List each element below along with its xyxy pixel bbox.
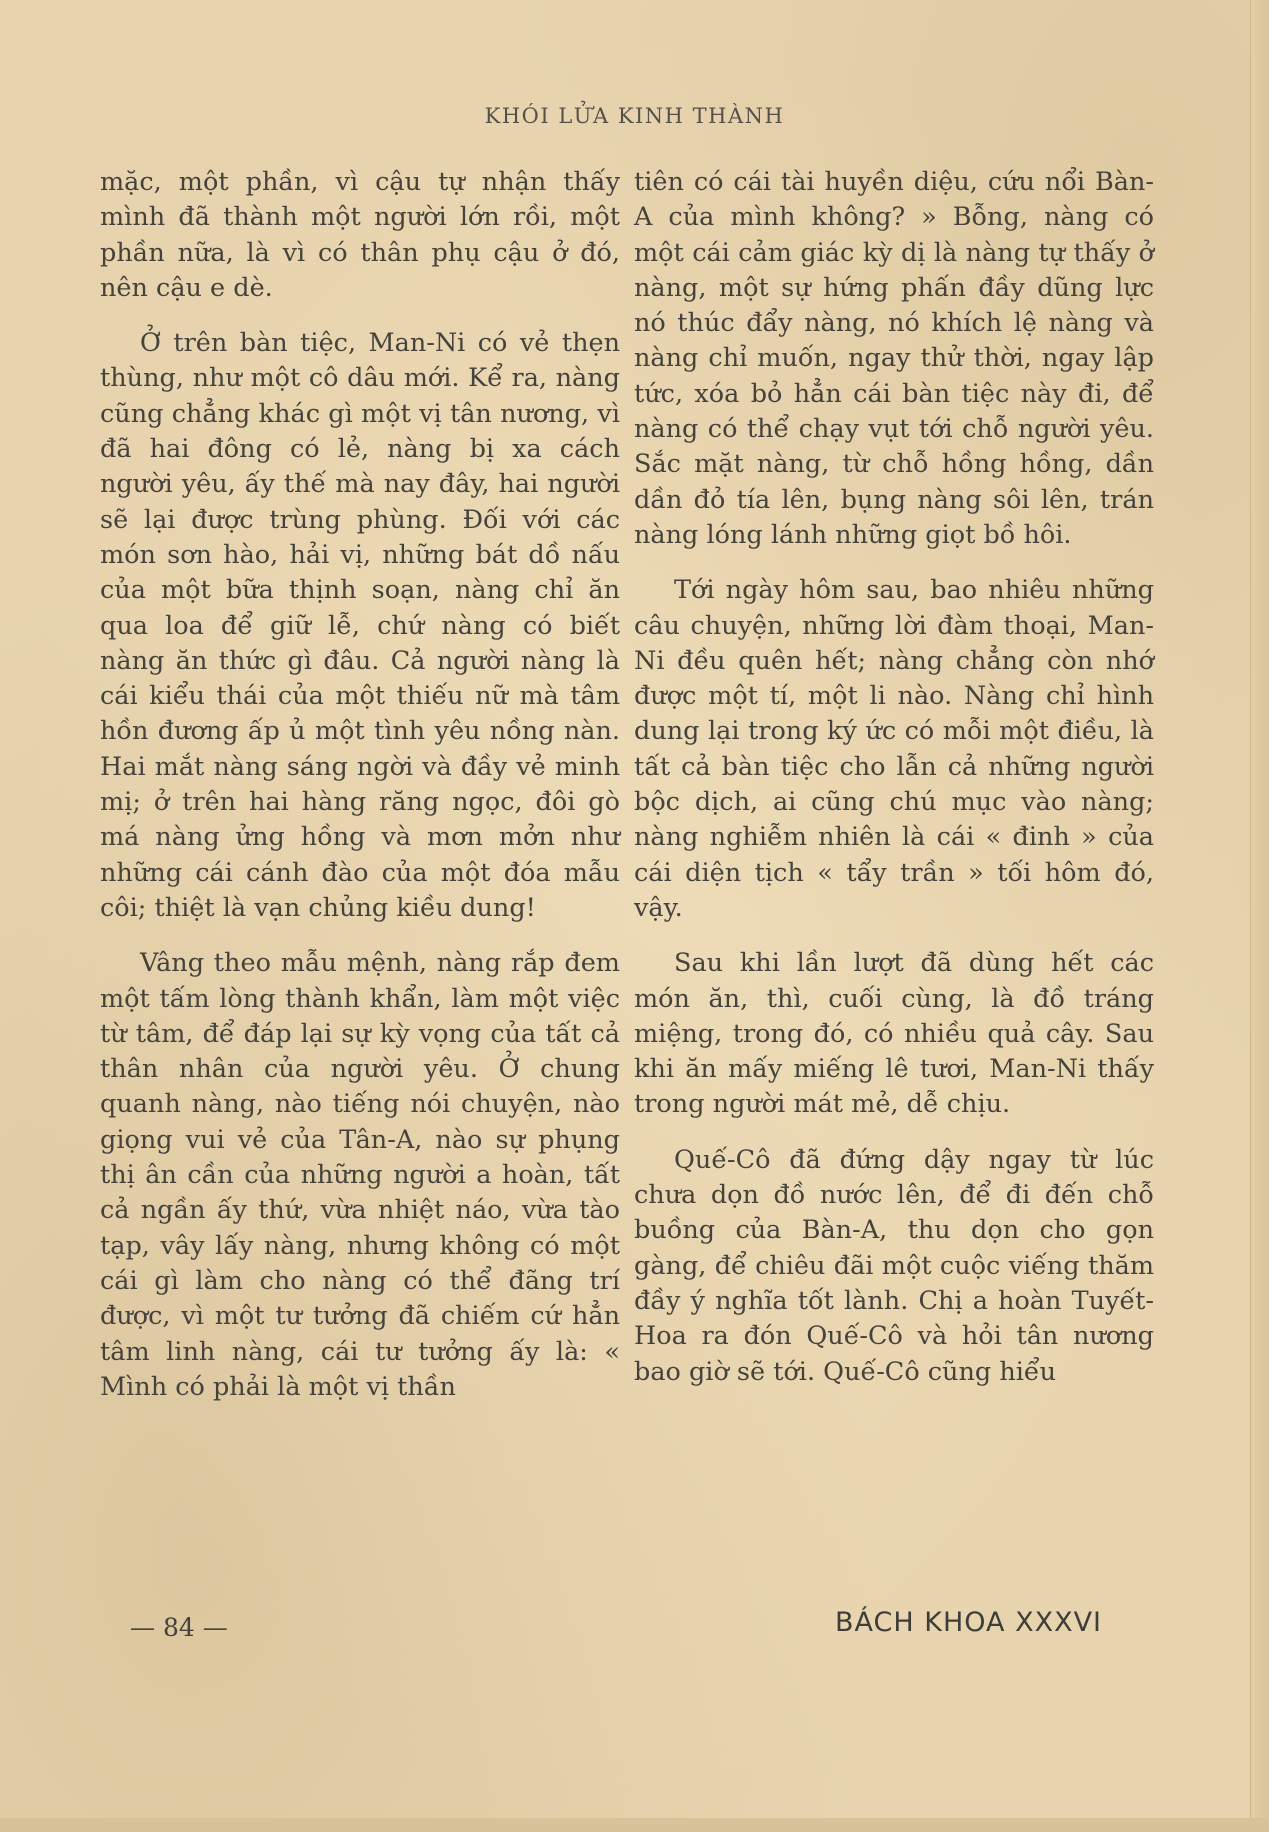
paragraph: Ở trên bàn tiệc, Man-Ni có vẻ thẹn thùng, như một cô dâu mới. Kể ra, nàng cũng chẳng khác gì một vị tân nương, vì đã hai đông có lẻ, nàng bị xa cách người yêu, ấy thế mà nay đây, hai người sẽ lại được trùng phùng. Đối với các món sơn hào, hải vị, những bát dồ nấu của một bữa thịnh soạn, nàng chỉ ăn qua loa để giữ lễ, chứ nàng có biết nàng ăn thức gì đâu. Cả người nàng là cái kiểu thái của một thiếu nữ mà tâm hồn đương ấp ủ một tình yêu nồng nàn. Hai mắt nàng sáng ngời và đầy vẻ minh mị; ở trên hai hàng răng ngọc, đôi gò má nàng ửng hồng và mơn mởn như những cái cánh đào của một đóa mẫu côi; thiệt là vạn chủng kiều dung! <box>100 328 620 923</box>
page-number: — 84 — <box>130 1613 228 1642</box>
paragraph: Tới ngày hôm sau, bao nhiêu những câu chuyện, những lời đàm thoại, Man-Ni đều quên hết; nàng chẳng còn nhớ được một tí, một li nào. Nàng chỉ hình dung lại trong ký ức có mỗi một điều, là tất cả bàn tiệc cho lẫn cả những người bộc dịch, ai cũng chú mục vào nàng; nàng nghiễm nhiên là cái « đinh » của cái diện tịch « tẩy trần » tối hôm đó, vậy. <box>634 575 1154 923</box>
paragraph: Vâng theo mẫu mệnh, nàng rắp đem một tấm lòng thành khẩn, làm một việc từ tâm, để đáp lại sự kỳ vọng của tất cả thân nhân của người yêu. Ở chung quanh nàng, nào tiếng nói chuyện, nào giọng vui vẻ của Tân-A, nào sự phụng thị ân cần của những người a hoàn, tất cả ngần ấy thứ, vừa nhiệt náo, vừa tào tạp, vây lấy nàng, nhưng không có một cái gì làm cho nàng có thể đãng trí được, vì một tư tưởng đã chiếm cứ hẳn tâm linh nàng, cái tư tưởng ấy là: « Mình có phải là một vị thần <box>100 948 620 1402</box>
page-bottom-edge <box>0 1818 1269 1832</box>
left-column <box>100 165 620 1405</box>
running-title: KHÓI LỬA KINH THÀNH <box>484 104 785 128</box>
paragraph: mặc, một phần, vì cậu tự nhận thấy mình đã thành một người lớn rồi, một phần nữa, là vì có thân phụ cậu ở đó, nên cậu e dè. <box>100 167 620 303</box>
paragraph: Quế-Cô đã đứng dậy ngay từ lúc chưa dọn đồ nước lên, để đi đến chỗ buồng của Bàn-A, thu dọn cho gọn gàng, để chiêu đãi một cuộc viếng thăm đầy ý nghĩa tốt lành. Chị a hoàn Tuyết-Hoa ra đón Quế-Cô và hỏi tân nương bao giờ sẽ tới. Quế-Cô cũng hiểu <box>634 1144 1154 1387</box>
paragraph: tiên có cái tài huyền diệu, cứu nổi Bàn-A của mình không? » Bỗng, nàng có một cái cảm giác kỳ dị là nàng tự thấy ở nàng, một sự hứng phấn đầy dũng lực nó thúc đẩy nàng, nó khích lệ nàng và nàng chỉ muốn, ngay thử thời, ngay lập tức, xóa bỏ hẳn cái bàn tiệc này đi, để nàng có thể chạy vụt tới chỗ người yêu. Sắc mặt nàng, từ chỗ hồng hồng, dần dần đỏ tía lên, bụng nàng sôi lên, trán nàng lóng lánh những giọt bồ hôi. <box>634 167 1154 550</box>
paragraph: Sau khi lần lượt đã dùng hết các món ăn, thì, cuối cùng, là đồ tráng miệng, trong đó, có nhiều quả cây. Sau khi ăn mấy miếng lê tươi, Man-Ni thấy trong người mát mẻ, dễ chịu. <box>634 948 1154 1120</box>
right-column <box>634 165 1154 1390</box>
page-edge-strip <box>1250 0 1269 1832</box>
journal-issue: BÁCH KHOA XXXVI <box>835 1607 1103 1638</box>
